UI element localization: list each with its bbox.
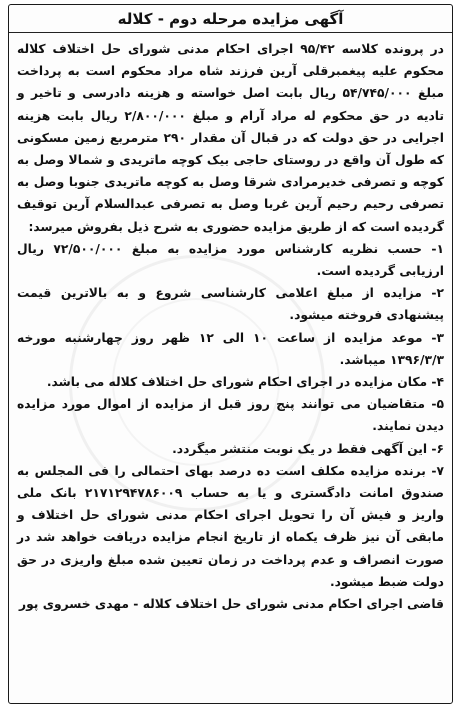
notice-item-6: ۶- این آگهی فقط در یک نوبت منتشر میگردد.: [172, 441, 444, 456]
notice-item-7: ۷- برنده مزایده مکلف است ده درصد بهای احتمالی را فی المجلس به صندوق امانت دادگستری و یا به حساب ۲۱۷۱۲۹۴۷۸۶۰۰۹ بانک ملی واریز و فیش آن را تحویل اجرای احکام مدنی شورای حل اختلاف و مابقی آن نیز ظرف یکماه از تاریخ انجام مزایده دریافت خواهد شد در صورت انصراف و عدم پرداخت در زمان تعیین شده مبلغ واریزی در حق دولت ضبط میشود.: [17, 463, 444, 589]
notice-item-2: ۲- مزایده از مبلغ اعلامی کارشناسی شروع و به بالاترین قیمت پیشنهادی فروخته میشود.: [17, 286, 444, 323]
notice-title: [9, 5, 452, 33]
notice-item-1: ۱- حسب نظریه کارشناس مورد مزایده به مبلغ ۷۲/۵۰۰/۰۰۰ ریال ارزیابی گردیده است.: [17, 241, 444, 279]
notice-signature: [9, 593, 452, 615]
notice-body: [9, 33, 452, 593]
signature-text: قاضی اجرای احکام مدنی شورای حل اختلاف کلاله - مهدی خسروی پور: [19, 597, 444, 612]
notice-item-4: ۴- مکان مزایده در اجرای احکام شورای حل اختلاف کلاله می باشد.: [46, 375, 444, 390]
notice-intro: در پرونده کلاسه ۹۵/۴۲ اجرای احکام مدنی شورای حل اختلاف کلاله محکوم علیه پیغمبرقلی آرین فرزند شاه مراد محکوم است به پرداخت مبلغ ۵۴/۷۴۵/۰۰۰ ریال بابت اصل خواسته و هزینه دادرسی و تاخیر و تادیه در حق محکوم له مراد آرام و مبلغ ۲/۸۰۰/۰۰۰ ریال بابت هزینه اجرایی در حق دولت که در قبال آن مقدار ۲۹۰ مترمربع زمین مسکونی که طول آن واقع در روستای حاجی بیک کوچه ماتریدی و شمالا وصل به کوچه و تصرفی خدیرمرادی شرقا وصل به کوچه ماتریدی جنوبا وصل به تصرفی رحیم رحیم آرین غربا وصل به تصرفی عبدالسلام آرین توقیف گردیده است که از طریق مزایده حضوری به شرح ذیل بفروش میرسد:: [17, 42, 445, 234]
notice-item-3: ۳- موعد مزایده از ساعت ۱۰ الی ۱۲ ظهر روز چهارشنبه مورخه ۱۳۹۶/۳/۳ میباشد.: [17, 330, 445, 367]
notice-item-5: ۵- متقاضیان می توانند پنج روز قبل از مزایده از اموال مورد مزایده دیدن نمایند.: [17, 397, 444, 434]
notice-title-text: آگهی مزایده مرحله دوم - کلاله: [117, 9, 344, 28]
auction-notice: [8, 4, 453, 704]
